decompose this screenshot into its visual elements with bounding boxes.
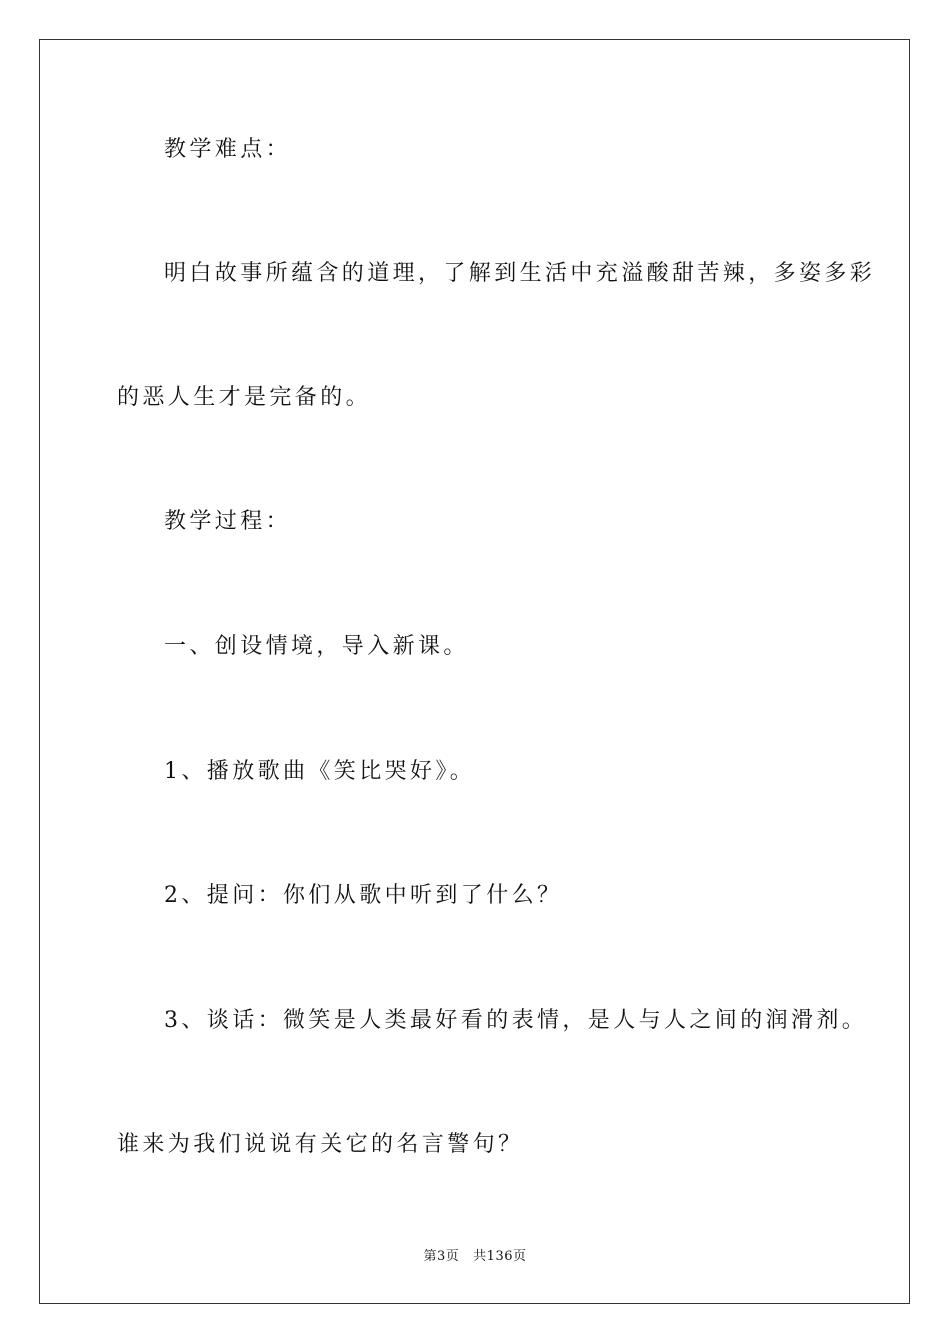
paragraph-line: 谁来为我们说说有关它的名言警句？ — [117, 1132, 524, 1157]
list-item: 3、谈话：微笑是人类最好看的表情，是人与人之间的润滑剂。 — [164, 1008, 868, 1033]
heading-teaching-process: 教学过程： — [164, 509, 292, 534]
page-border — [39, 39, 910, 1304]
list-item: 2、提问：你们从歌中听到了什么？ — [164, 883, 563, 908]
paragraph-line: 明白故事所蕴含的道理，了解到生活中充溢酸甜苦辣，多姿多彩 — [164, 261, 876, 286]
page-footer: 第3页 共136页 — [423, 1249, 527, 1264]
heading-teaching-difficulty: 教学难点： — [164, 137, 292, 162]
list-item: 1、播放歌曲《笑比哭好》。 — [164, 759, 476, 784]
paragraph-line: 的恶人生才是完备的。 — [117, 385, 372, 410]
section-heading: 一、创设情境，导入新课。 — [164, 634, 469, 659]
